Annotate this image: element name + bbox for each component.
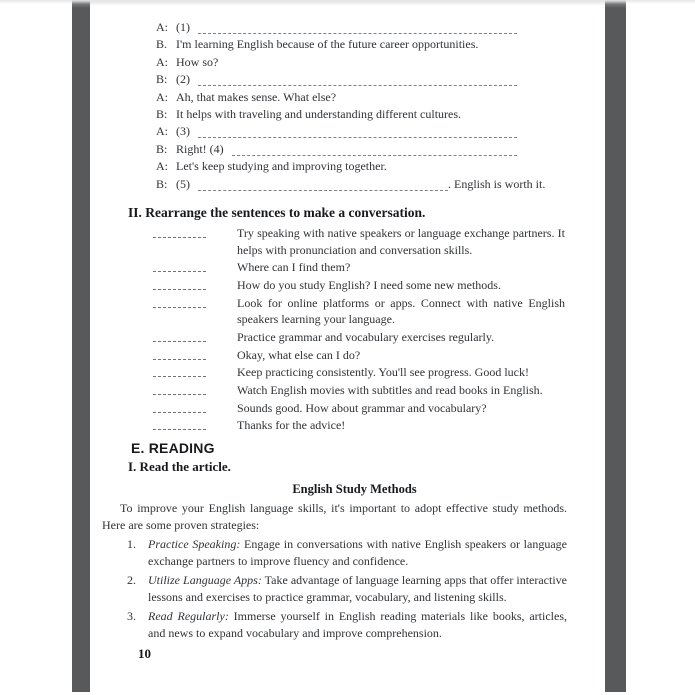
sentence-text: Look for online platforms or apps. Connect with native English speakers learning your language. xyxy=(237,295,565,327)
strategy-description: Take advantage of language learning apps that offer interactive lessons and exercises to practice grammar, vocabulary, and listening skills. xyxy=(148,572,568,604)
speaker-label: B: xyxy=(156,107,168,122)
dialogue-line xyxy=(156,19,517,36)
answer-blank-line xyxy=(232,143,517,156)
order-blank-line xyxy=(153,365,206,377)
blank-number-label: (2) xyxy=(176,72,190,87)
sentence-text: Okay, what else can I do? xyxy=(237,347,361,362)
rearrange-item xyxy=(153,382,565,399)
dialogue-text: I'm learning English because of the future career opportunities. xyxy=(176,37,479,52)
dialogue-line xyxy=(156,106,517,123)
rearrange-item xyxy=(153,329,565,346)
speaker-label: A: xyxy=(156,20,168,34)
speaker-label: B: xyxy=(156,72,168,87)
dialogue-line xyxy=(156,158,517,175)
page-content xyxy=(90,0,605,662)
scan-top-shadow xyxy=(0,0,695,4)
blank-number-label: Right! (4) xyxy=(176,141,224,156)
speaker-label: A: xyxy=(156,89,168,104)
strategy-text xyxy=(148,536,567,570)
sentence-text: Try speaking with native speakers or language exchange partners. It helps with pronunciation and conversation skills. xyxy=(237,226,565,257)
strategy-text xyxy=(148,572,567,606)
reading-instruction: I. Read the article. xyxy=(128,458,231,474)
sentence-text: Watch English movies with subtitles and read books in English. xyxy=(237,382,543,397)
dialogue-line xyxy=(156,54,517,71)
sentence-text: Thanks for the advice! xyxy=(237,418,346,433)
left-page-edge-bar xyxy=(72,0,90,692)
order-blank-line xyxy=(153,401,206,413)
strategy-number: 2. xyxy=(127,572,136,587)
strategy-description: Engage in conversations with native English speakers or language exchange partners to improve fluency and confidence. xyxy=(148,536,567,568)
dialogue-text: How so? xyxy=(176,54,219,69)
dialogue-line xyxy=(156,123,517,140)
order-blank-line xyxy=(153,383,206,395)
dialogue-line xyxy=(156,89,517,106)
speaker-label: B: xyxy=(156,141,168,156)
sentence-text: Sounds good. How about grammar and vocabulary? xyxy=(237,400,487,415)
strategy-number: 3. xyxy=(127,608,136,623)
speaker-label: A: xyxy=(156,54,168,69)
rearrange-item xyxy=(153,225,565,258)
answer-blank-line xyxy=(198,178,448,191)
blank-number-label: (3) xyxy=(176,124,190,139)
speaker-label: A: xyxy=(156,124,168,139)
strategy-text xyxy=(148,608,567,642)
rearrange-exercise xyxy=(153,225,565,434)
strategy-item xyxy=(127,572,567,606)
speaker-label: B. xyxy=(156,37,168,52)
order-blank-line xyxy=(153,296,206,308)
blank-number-label: (5) xyxy=(176,176,190,191)
answer-blank-line xyxy=(198,73,517,86)
rearrange-item xyxy=(153,347,565,364)
strategy-lead-phrase: Practice Speaking: xyxy=(148,536,241,551)
rearrange-item xyxy=(153,400,565,417)
answer-blank-line xyxy=(198,125,517,138)
strategies-list xyxy=(127,536,567,642)
strategy-item xyxy=(127,608,567,642)
sentence-text: How do you study English? I need some new methods. xyxy=(237,277,501,292)
answer-blank-line xyxy=(198,21,517,34)
dialogue-text: Ah, that makes sense. What else? xyxy=(176,89,337,104)
sentence-text: Keep practicing consistently. You'll see progress. Good luck! xyxy=(237,365,529,380)
strategy-lead-phrase: Read Regularly: xyxy=(148,608,229,623)
article-intro-paragraph: To improve your English language skills, it's important to adopt effective study methods. Here are some proven strategies: xyxy=(102,500,567,532)
dialogue-text: It helps with traveling and understanding different cultures. xyxy=(176,107,462,122)
dialogue-text: Let's keep studying and improving together. xyxy=(176,159,387,174)
order-blank-line xyxy=(153,418,206,430)
speaker-label: B: xyxy=(156,176,168,191)
rearrange-item xyxy=(153,295,565,328)
sentence-text: Where can I find them? xyxy=(237,260,351,275)
reading-section-heading: E. READING xyxy=(131,439,215,456)
page-number: 10 xyxy=(138,645,151,661)
blank-number-label: (1) xyxy=(176,20,190,34)
sentence-text: Practice grammar and vocabulary exercises regularly. xyxy=(237,329,495,344)
speaker-label: A: xyxy=(156,159,168,174)
dialogue-line xyxy=(156,176,546,193)
dialogue-suffix-text: . English is worth it. xyxy=(448,176,546,191)
book-page xyxy=(90,0,605,695)
rearrange-item xyxy=(153,364,565,381)
order-blank-line xyxy=(153,260,206,272)
right-page-edge-bar xyxy=(605,0,626,692)
order-blank-line xyxy=(153,330,206,342)
rearrange-item xyxy=(153,277,565,294)
dialogue-line xyxy=(156,71,517,88)
order-blank-line xyxy=(153,278,206,290)
order-blank-line xyxy=(153,226,206,238)
strategy-item xyxy=(127,536,567,570)
strategy-description: Immerse yourself in English reading materials like books, articles, and news to expand vocabulary and improve comprehension. xyxy=(148,608,567,640)
article-title: English Study Methods xyxy=(292,481,417,496)
strategy-lead-phrase: Utilize Language Apps: xyxy=(148,572,262,587)
dialogue-line xyxy=(156,36,517,53)
rearrange-item xyxy=(153,417,565,434)
rearrange-item xyxy=(153,259,565,276)
strategy-number: 1. xyxy=(127,536,136,551)
rearrange-section-heading: II. Rearrange the sentences to make a conversation. xyxy=(128,205,426,221)
order-blank-line xyxy=(153,348,206,360)
dialogue-line xyxy=(156,141,517,158)
dialogue-exercise xyxy=(156,19,546,193)
